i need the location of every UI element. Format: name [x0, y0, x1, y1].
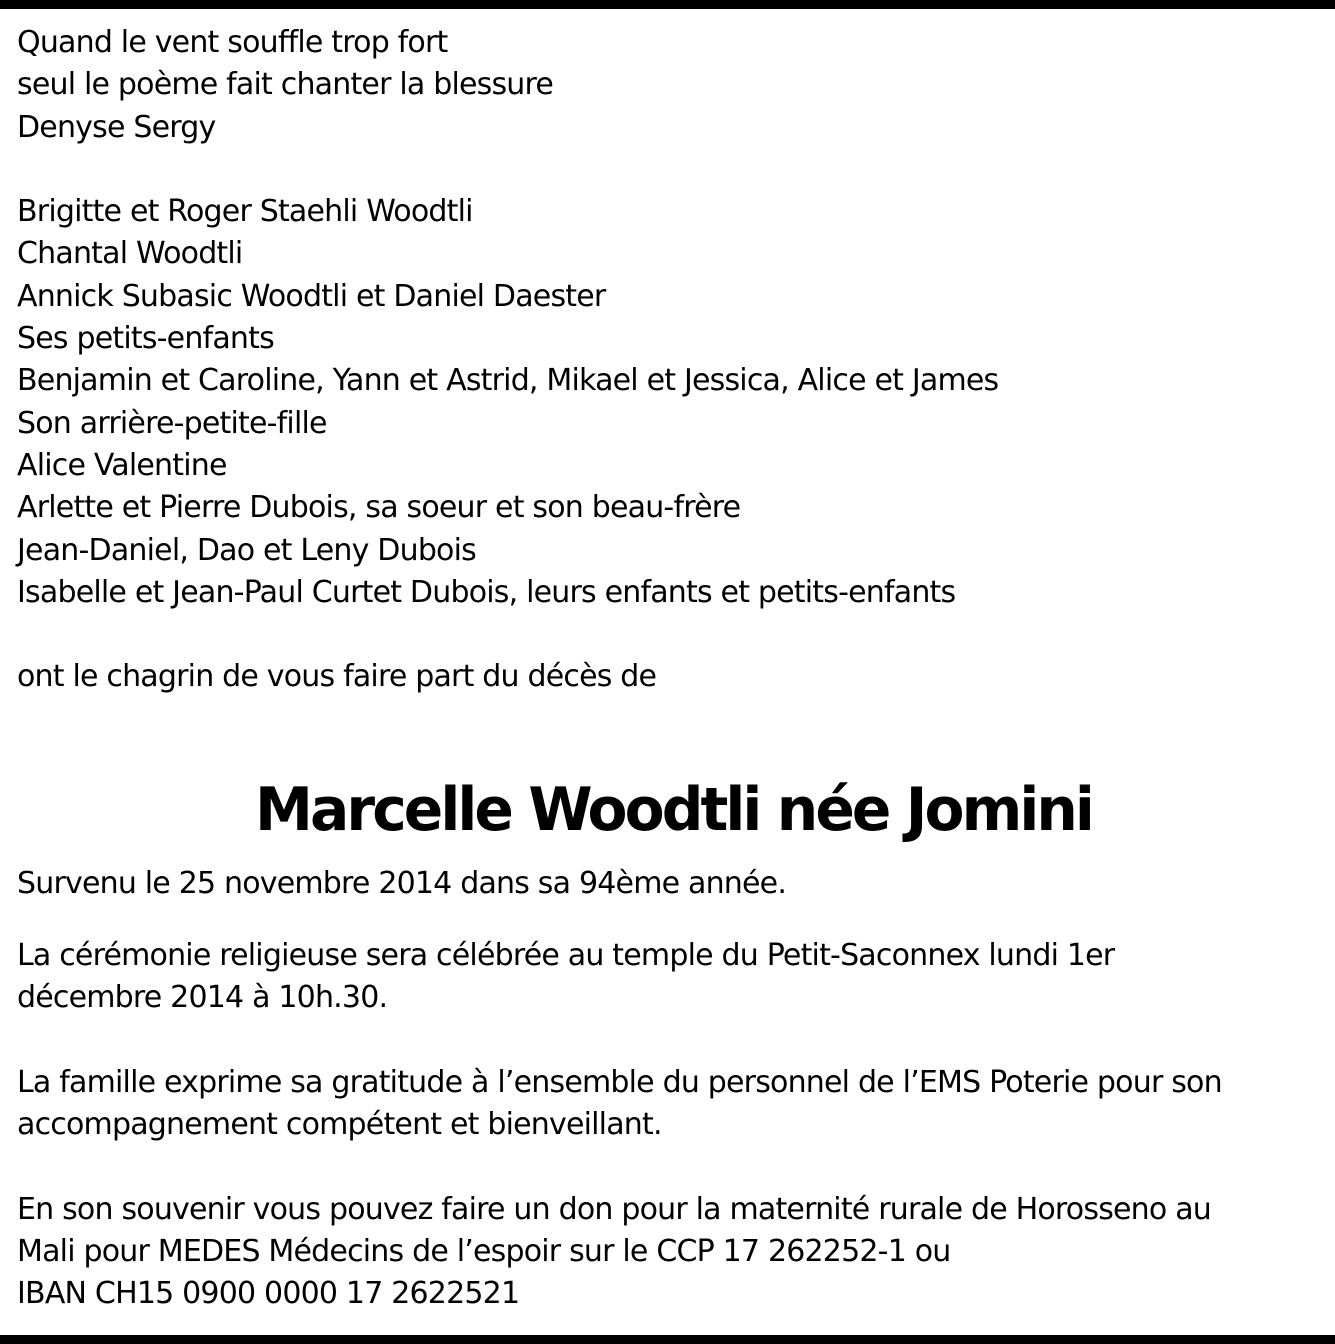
donation-line: En son souvenir vous pouvez faire un don pour la maternité rurale de Horosseno au	[17, 1191, 1211, 1227]
poem-line: Quand le vent souffle trop fort	[17, 25, 448, 60]
spacer	[17, 614, 1322, 656]
bottom-border-rule	[0, 1335, 1335, 1344]
gratitude-line: La famille exprime sa gratitude à l’ensemble du personnel de l’EMS Poterie pour son	[17, 1064, 1222, 1100]
family-member: Brigitte et Roger Staehli Woodtli	[17, 194, 473, 230]
obituary-notice	[17, 22, 1322, 1316]
family-member: Jean-Daniel, Dao et Leny Dubois	[17, 532, 476, 568]
family-member: Alice Valentine	[17, 447, 227, 483]
spacer	[17, 1147, 1322, 1189]
donation-paragraph	[17, 1189, 1322, 1316]
spacer	[17, 1020, 1322, 1062]
spacer	[17, 905, 1322, 935]
donation-iban: IBAN CH15 0900 0000 17 2622521	[17, 1276, 520, 1312]
poem-quote	[17, 22, 1322, 149]
announcement-text: ont le chagrin de vous faire part du décès de	[17, 659, 657, 695]
gratitude-paragraph	[17, 1062, 1322, 1147]
family-member: Benjamin et Caroline, Yann et Astrid, Mikael et Jessica, Alice et James	[17, 363, 999, 399]
poem-line: seul le poème fait chanter la blessure	[17, 67, 554, 103]
donation-line: Mali pour MEDES Médecins de l’espoir sur le CCP 17 262252-1 ou	[17, 1234, 951, 1270]
family-list	[17, 191, 1322, 614]
ceremony-line: La cérémonie religieuse sera célébrée au temple du Petit-Saconnex lundi 1er	[17, 938, 1115, 974]
ceremony-line: décembre 2014 à 10h.30.	[17, 980, 388, 1016]
family-member: Arlette et Pierre Dubois, sa soeur et son beau-frère	[17, 490, 741, 526]
family-member: Isabelle et Jean-Paul Curtet Dubois, leurs enfants et petits-enfants	[17, 574, 956, 610]
family-member: Son arrière-petite-fille	[17, 405, 327, 441]
family-member: Chantal Woodtli	[17, 236, 243, 272]
top-border-rule	[0, 0, 1335, 9]
poem-author: Denyse Sergy	[17, 109, 216, 145]
family-member: Ses petits-enfants	[17, 321, 274, 357]
deceased-name-heading: Marcelle Woodtli née Jomini	[255, 774, 1092, 845]
family-member: Annick Subasic Woodtli et Daniel Daester	[17, 278, 606, 314]
spacer	[17, 849, 1322, 863]
gratitude-line: accompagnement compétent et bienveillant.	[17, 1107, 662, 1143]
spacer	[17, 699, 1322, 771]
death-notice-text: Survenu le 25 novembre 2014 dans sa 94ème année.	[17, 865, 787, 901]
ceremony-paragraph	[17, 935, 1322, 1020]
spacer	[17, 149, 1322, 191]
